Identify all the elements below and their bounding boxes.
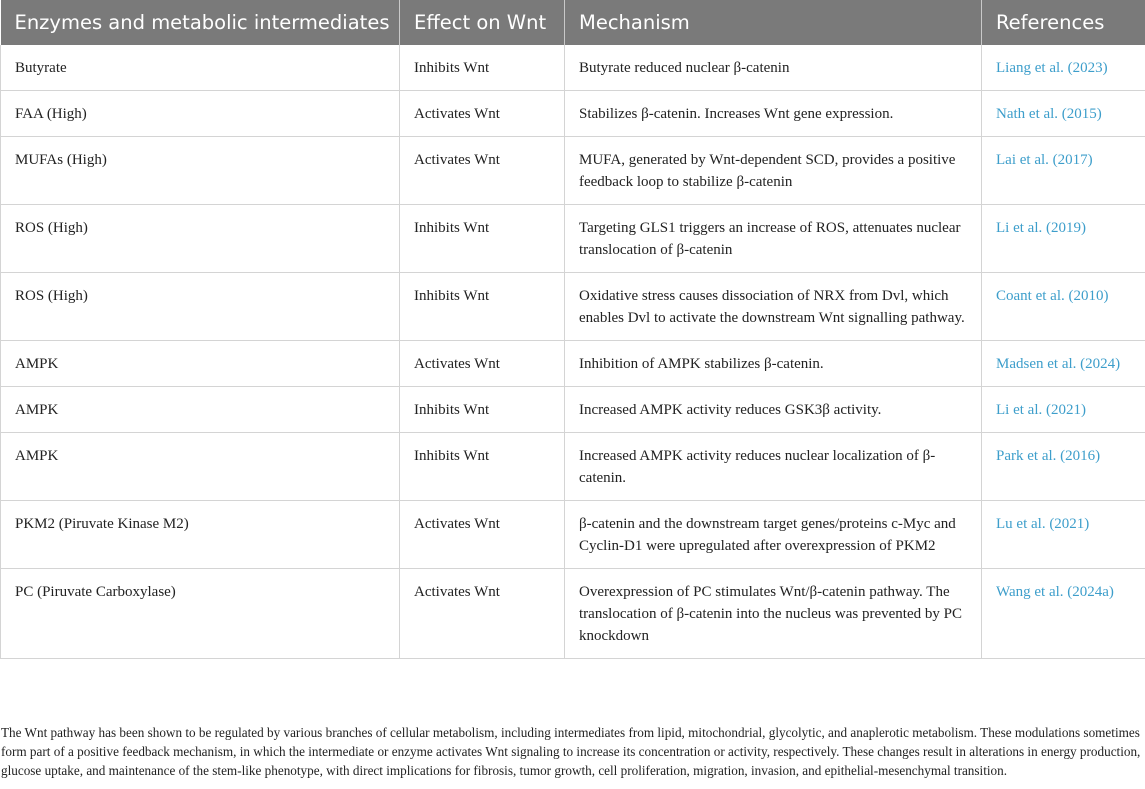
reference-link[interactable]: Wang et al. (2024a) [982,569,1145,659]
table-row [1,569,1145,659]
effect-cell: Activates Wnt [400,91,565,137]
enzyme-cell: FAA (High) [1,91,400,137]
table-row [1,91,1145,137]
enzyme-cell: ROS (High) [1,273,400,341]
table-row [1,341,1145,387]
reference-link[interactable]: Coant et al. (2010) [982,273,1145,341]
mechanism-cell: Increased AMPK activity reduces nuclear localization of β-catenin. [565,433,982,501]
enzyme-cell: AMPK [1,387,400,433]
reference-link[interactable]: Li et al. (2019) [982,205,1145,273]
header-references: References [982,0,1145,45]
table-row [1,433,1145,501]
effect-cell: Activates Wnt [400,501,565,569]
table-row [1,137,1145,205]
enzyme-cell: AMPK [1,341,400,387]
table-body [1,45,1145,659]
header-enzymes: Enzymes and metabolic intermediates [1,0,400,45]
effect-cell: Inhibits Wnt [400,433,565,501]
reference-link[interactable]: Madsen et al. (2024) [982,341,1145,387]
mechanism-cell: Overexpression of PC stimulates Wnt/β-catenin pathway. The translocation of β-catenin into the nucleus was prevented by PC knockdown [565,569,982,659]
mechanism-cell: Oxidative stress causes dissociation of NRX from Dvl, which enables Dvl to activate the downstream Wnt signalling pathway. [565,273,982,341]
enzyme-cell: MUFAs (High) [1,137,400,205]
enzyme-cell: ROS (High) [1,205,400,273]
mechanism-cell: Inhibition of AMPK stabilizes β-catenin. [565,341,982,387]
mechanism-cell: Butyrate reduced nuclear β-catenin [565,45,982,91]
header-effect: Effect on Wnt [400,0,565,45]
effect-cell: Activates Wnt [400,137,565,205]
effect-cell: Inhibits Wnt [400,273,565,341]
reference-link[interactable]: Li et al. (2021) [982,387,1145,433]
table-header [1,0,1145,45]
effect-cell: Activates Wnt [400,569,565,659]
mechanism-cell: β-catenin and the downstream target genes/proteins c-Myc and Cyclin-D1 were upregulated after overexpression of PKM2 [565,501,982,569]
effect-cell: Inhibits Wnt [400,205,565,273]
table-row [1,387,1145,433]
effect-cell: Inhibits Wnt [400,387,565,433]
effect-cell: Activates Wnt [400,341,565,387]
table-row [1,205,1145,273]
reference-link[interactable]: Liang et al. (2023) [982,45,1145,91]
table-footnote: The Wnt pathway has been shown to be regulated by various branches of cellular metabolism, including intermediates from lipid, mitochondrial, glycolytic, and anaplerotic metabolism. These modulations sometimes form part of a positive feedback mechanism, in which the intermediate or enzyme activates Wnt signaling to increase its concentration or activity, respectively. These changes result in alterations in energy production, glucose uptake, and maintenance of the stem-like phenotype, with direct implications for fibrosis, tumor growth, cell proliferation, migration, invasion, and epithelial-mesenchymal transition. [1,725,1141,779]
enzyme-cell: PKM2 (Piruvate Kinase M2) [1,501,400,569]
table-row [1,501,1145,569]
reference-link[interactable]: Lu et al. (2021) [982,501,1145,569]
reference-link[interactable]: Park et al. (2016) [982,433,1145,501]
mechanism-cell: MUFA, generated by Wnt-dependent SCD, provides a positive feedback loop to stabilize β-catenin [565,137,982,205]
table-row [1,273,1145,341]
effect-cell: Inhibits Wnt [400,45,565,91]
mechanism-cell: Targeting GLS1 triggers an increase of ROS, attenuates nuclear translocation of β-catenin [565,205,982,273]
enzyme-cell: PC (Piruvate Carboxylase) [1,569,400,659]
header-mechanism: Mechanism [565,0,982,45]
table-row [1,45,1145,91]
mechanism-cell: Stabilizes β-catenin. Increases Wnt gene expression. [565,91,982,137]
reference-link[interactable]: Nath et al. (2015) [982,91,1145,137]
header-row [1,0,1145,45]
enzyme-cell: Butyrate [1,45,400,91]
mechanism-cell: Increased AMPK activity reduces GSK3β activity. [565,387,982,433]
reference-link[interactable]: Lai et al. (2017) [982,137,1145,205]
enzyme-cell: AMPK [1,433,400,501]
